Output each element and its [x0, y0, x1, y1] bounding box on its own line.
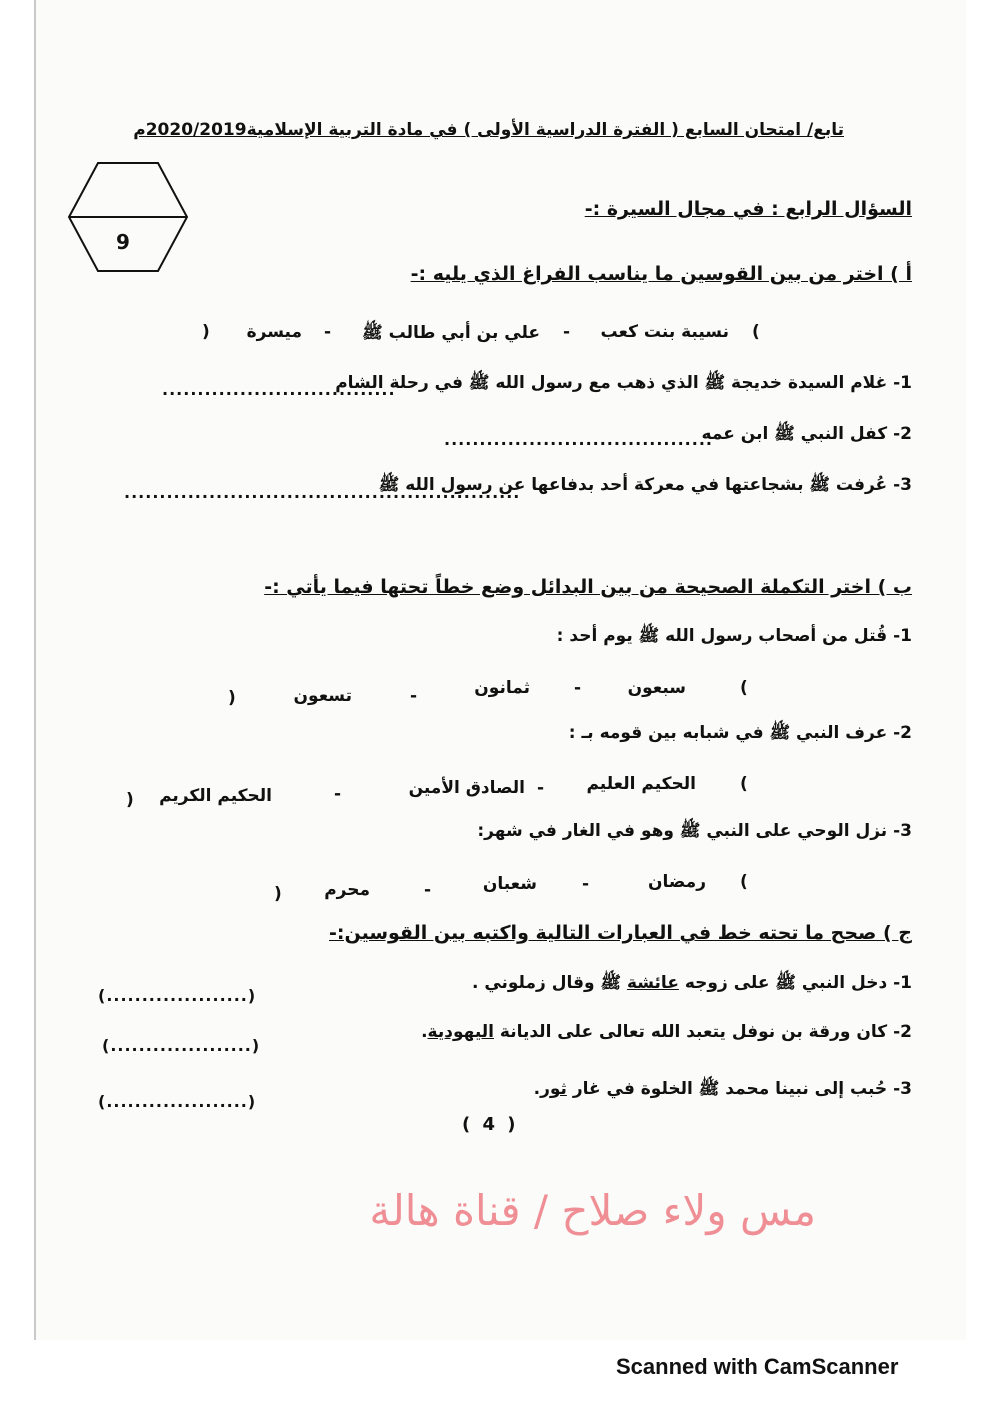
part-b-title: ب ) اختر التكملة الصحيحة من بين البدائل وضع خطاً تحتها فيما يأتي :- — [264, 576, 912, 598]
part-b-q3: 3- نزل الوحي على النبي ﷺ وهو في الغار في شهر: — [477, 821, 912, 841]
part-c-q3-underlined: ثور — [540, 1079, 567, 1099]
part-c-q1 — [472, 972, 912, 997]
part-c-q3-answer: (....................) — [98, 1092, 257, 1111]
part-b-q2-opt3: الحكيم الكريم — [159, 786, 272, 806]
section4-title: السؤال الرابع : في مجال السيرة :- — [584, 198, 912, 220]
part-b-q2-open: ( — [740, 774, 748, 794]
part-b-q3-opt1: رمضان — [648, 872, 706, 892]
part-c-q2-answer: (....................) — [102, 1036, 261, 1055]
part-b-q3-opt2: شعبان — [482, 874, 537, 894]
part-c-q2-after: . — [421, 1022, 428, 1042]
part-a-choice-2: علي بن أبي طالب ﷺ — [362, 323, 540, 343]
score-hexagon — [66, 160, 190, 274]
part-c-q1-before: 1- دخل النبي ﷺ على زوجه — [678, 973, 912, 993]
part-c-q1-underlined: عائشة — [626, 973, 679, 993]
score-value: 9 — [116, 230, 130, 254]
part-a-open-paren: ( — [752, 322, 760, 342]
part-b-q2: 2- عرف النبي ﷺ في شبابه بين قومه بـ : — [568, 723, 912, 743]
part-b-q1-dash2: - — [410, 686, 418, 706]
part-c-q3-after: . — [533, 1079, 541, 1099]
part-b-q1-opt2: ثمانون — [474, 678, 530, 698]
part-a-title: أ ) اختر من بين القوسين ما يناسب الفراغ الذي يليه :- — [410, 263, 912, 285]
part-a-choice-1: نسيبة بنت كعب — [600, 322, 729, 342]
part-b-q3-close: ) — [274, 884, 282, 904]
part-b-q2-dash1: - — [537, 778, 545, 798]
part-b-q2-opt1: الحكيم العليم — [586, 774, 696, 794]
part-c-q2-before: 2- كان ورقة بن نوفل يتعبد الله تعالى على الديانة — [493, 1022, 912, 1042]
part-a-q1-blank: ................................. — [162, 380, 396, 399]
part-c-q2 — [421, 1022, 912, 1042]
part-b-q3-dash1: - — [582, 874, 590, 894]
part-a-dash-1: - — [563, 322, 571, 342]
part-a-dash-2: - — [324, 322, 332, 342]
part-b-q3-dash2: - — [424, 880, 432, 900]
part-b-q1-close: ) — [228, 688, 236, 708]
part-a-q3: 3- عُرفت ﷺ بشجاعتها في معركة أحد بدفاعها عن رسول الله ﷺ — [378, 475, 912, 495]
part-b-q2-dash2: - — [334, 784, 342, 804]
part-a-q2: 2- كفل النبي ﷺ ابن عمه — [701, 424, 912, 444]
part-b-q1-dash1: - — [574, 678, 582, 698]
part-a-close-paren: ) — [202, 322, 210, 342]
part-a-choice-3: ميسرة — [246, 322, 302, 342]
part-c-q3 — [534, 1078, 912, 1103]
part-c-q1-answer: (....................) — [98, 986, 257, 1005]
part-a-q3-blank: ........................................................ — [124, 483, 521, 502]
part-b-q1-open: ( — [740, 678, 748, 698]
part-a-q2-blank: ...................................... — [444, 430, 713, 449]
part-c-q2-underlined: اليهودية — [427, 1022, 494, 1042]
part-b-q3-open: ( — [740, 872, 748, 892]
part-c-title: ج ) صحح ما تحته خط في العبارات التالية واكتبه بين القوسين:- — [329, 922, 912, 944]
part-b-q3-opt3: محرم — [324, 880, 370, 900]
part-c-q1-after: ﷺ وقال زملوني . — [471, 973, 627, 993]
watermark-text: مس ولاء صلاح / قناة هالة — [369, 1186, 816, 1235]
page-number: ( 4 ) — [462, 1114, 516, 1135]
camscanner-footer: Scanned with CamScanner — [616, 1354, 899, 1379]
part-b-q1-opt3: تسعون — [293, 686, 352, 706]
part-a-q1: 1- غلام السيدة خديجة ﷺ الذي ذهب مع رسول الله ﷺ في رحلة الشام — [335, 373, 912, 393]
part-b-q1: 1- قُتل من أصحاب رسول الله ﷺ يوم أحد : — [556, 626, 912, 646]
exam-header-title: تابع/ امتحان السابع ( الفترة الدراسية الأولى ) في مادة التربية الإسلامية2020/2019م — [133, 120, 844, 140]
part-b-q2-close: ) — [126, 790, 134, 810]
part-b-q1-opt1: سبعون — [627, 678, 686, 698]
part-c-q3-before: 3- حُبب إلى نبينا محمد ﷺ الخلوة في غار — [566, 1079, 912, 1099]
part-b-q2-opt2: الصادق الأمين — [408, 778, 525, 798]
